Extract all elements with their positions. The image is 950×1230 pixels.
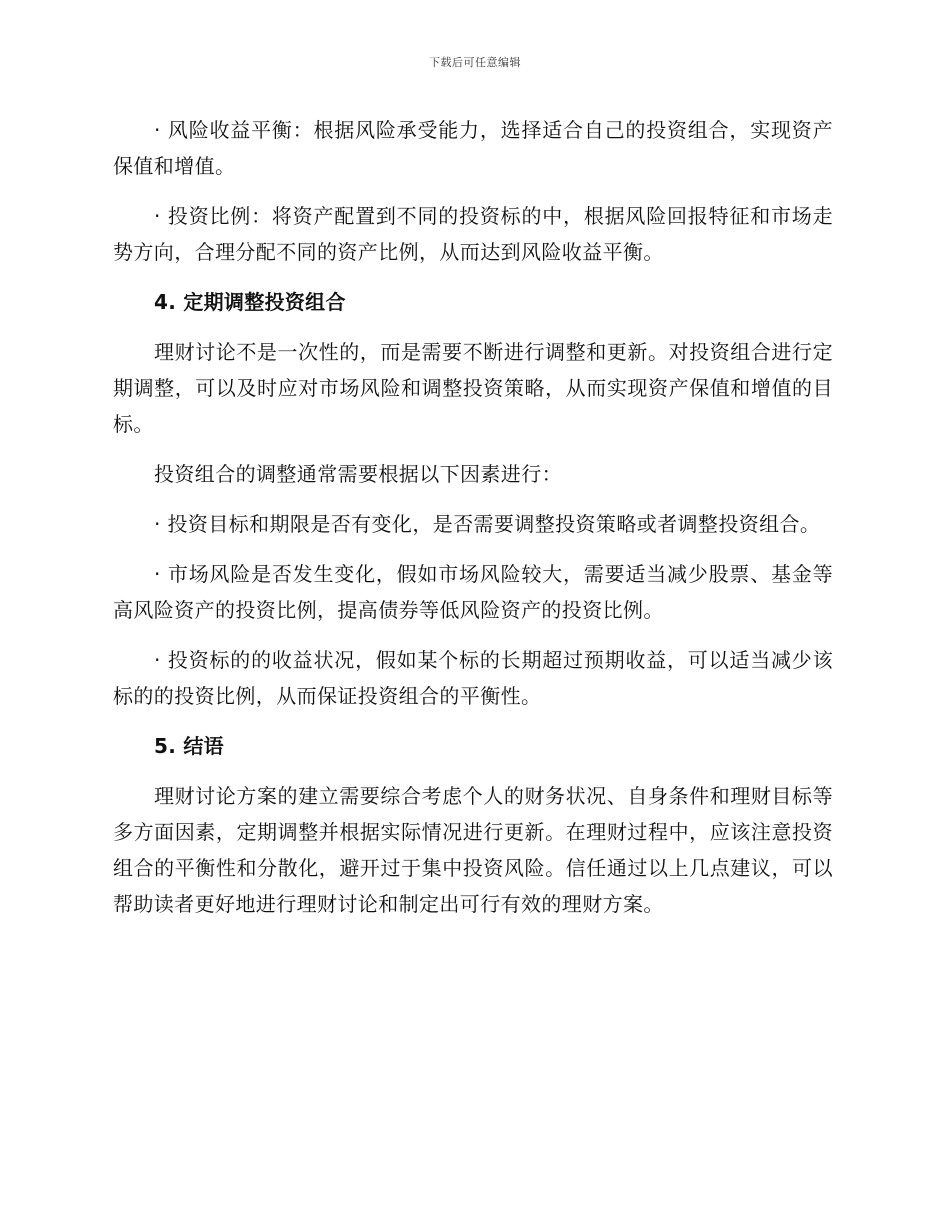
paragraph-adjustment-factors: 投资组合的调整通常需要根据以下因素进行： — [154, 462, 562, 486]
bullet-risk-return-balance: · 风险收益平衡：根据风险承受能力，选择适合自己的投资组合，实现资产保值和增值。 — [113, 118, 833, 178]
bullet-market-risk: · 市场风险是否发生变化，假如市场风险较大，需要适当减少股票、基金等高风险资产的投资比例，提高债券等低风险资产的投资比例。 — [113, 562, 833, 622]
document-body — [113, 112, 833, 936]
section-heading-5: 5. 结语 — [154, 734, 224, 758]
paragraph-conclusion: 理财讨论方案的建立需要综合考虑个人的财务状况、自身条件和理财目标等多方面因素，定期调整并根据实际情况进行更新。在理财过程中，应该注意投资组合的平衡性和分散化，避开过于集中投资风险。信任通过以上几点建议，可以帮助读者更好地进行理财讨论和制定出可行有效的理财方案。 — [113, 784, 833, 916]
bullet-goal-change: · 投资目标和期限是否有变化，是否需要调整投资策略或者调整投资组合。 — [154, 512, 821, 536]
paragraph-regular-adjustment: 理财讨论不是一次性的，而是需要不断进行调整和更新。对投资组合进行定期调整，可以及时应对市场风险和调整投资策略，从而实现资产保值和增值的目标。 — [113, 340, 833, 436]
section-heading-4: 4. 定期调整投资组合 — [154, 290, 346, 314]
bullet-asset-return: · 投资标的的收益状况，假如某个标的长期超过预期收益，可以适当减少该标的的投资比例，从而保证投资组合的平衡性。 — [113, 648, 833, 708]
bullet-investment-ratio: · 投资比例：将资产配置到不同的投资标的中，根据风险回报特征和市场走势方向，合理分配不同的资产比例，从而达到风险收益平衡。 — [113, 204, 833, 264]
page-header: 下载后可任意编辑 — [429, 56, 521, 69]
